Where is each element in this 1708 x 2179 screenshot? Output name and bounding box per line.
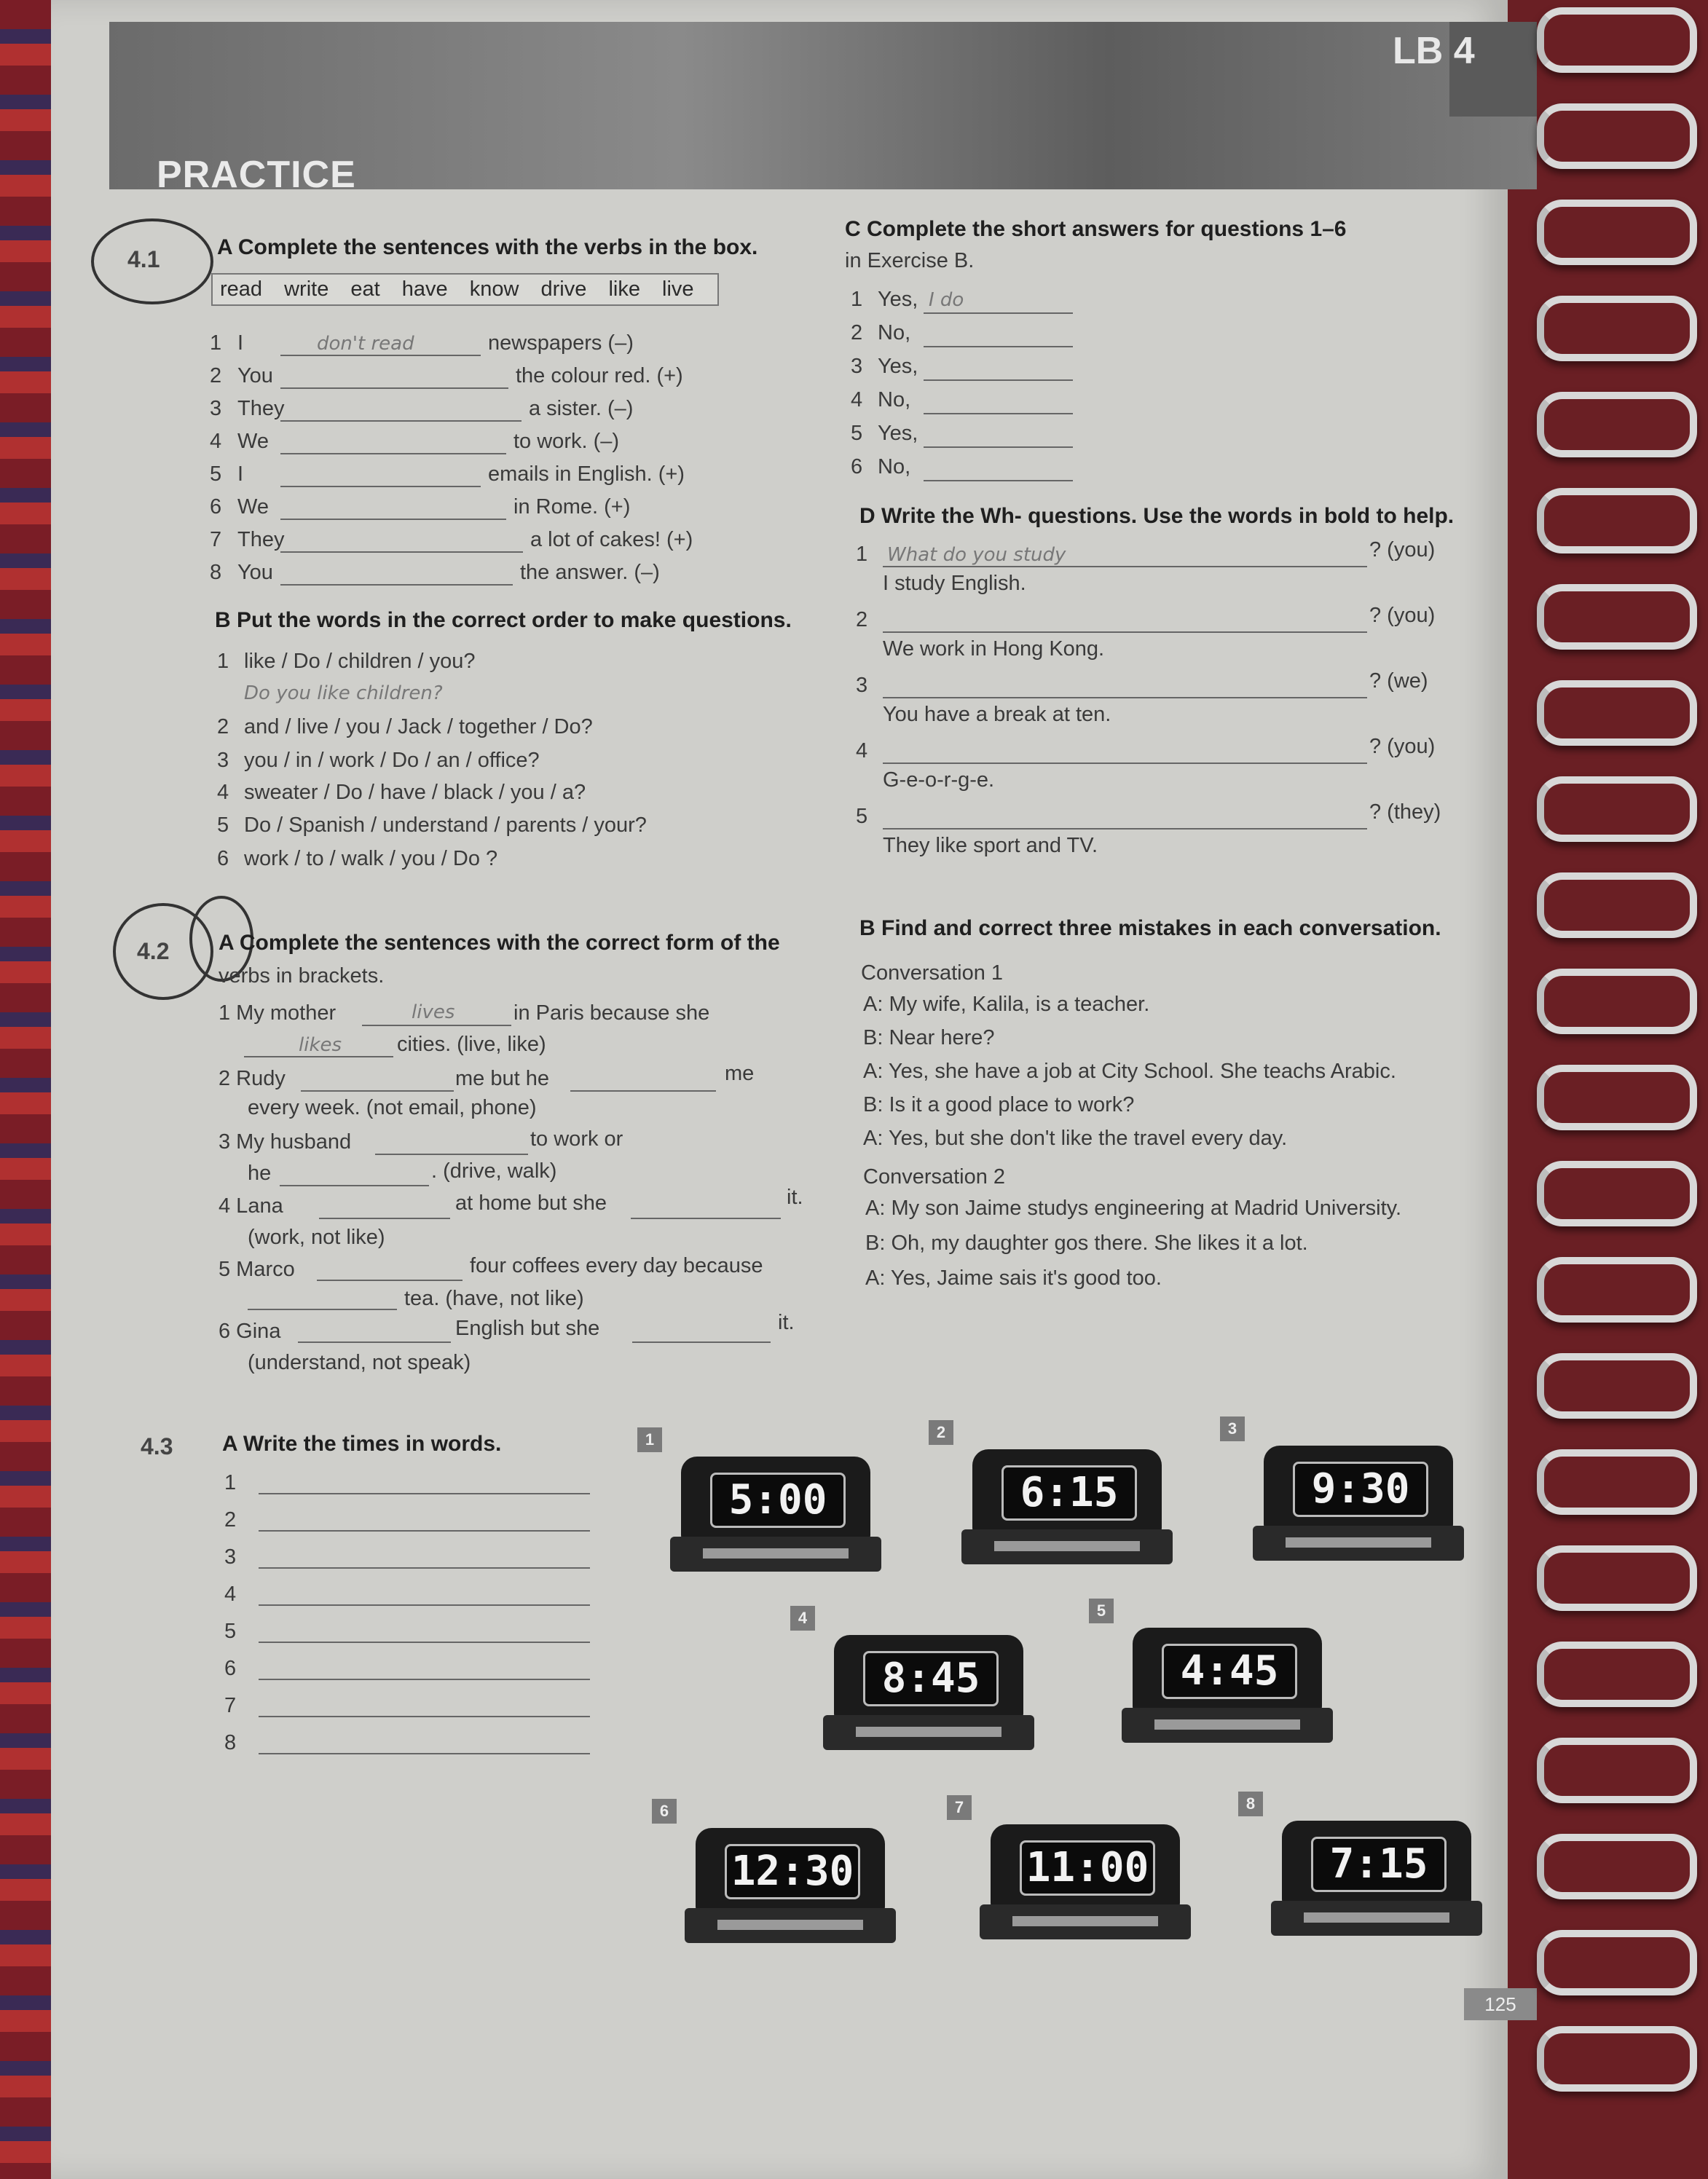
answer-line (883, 631, 1367, 633)
answer-line (632, 1341, 771, 1343)
item-subject: We (237, 430, 269, 453)
exercise-4-1-b-title: B Put the words in the correct order to make questions. (215, 608, 792, 632)
answer-line (883, 697, 1367, 698)
spiral-ring (1537, 1065, 1697, 1130)
conversation-line: A: Yes, she have a job at City School. She teachs Arabic. (863, 1060, 1396, 1083)
spiral-ring (1537, 1161, 1697, 1226)
answer-line (924, 379, 1073, 381)
alarm-clock-image (645, 1430, 870, 1573)
item-number: 4 (224, 1583, 237, 1606)
exercise-number-4-3: 4.3 (141, 1433, 173, 1459)
item-reply: G-e-o-r-g-e. (883, 768, 995, 792)
answer-line (883, 763, 1367, 764)
item-text: 5 Marco (219, 1258, 295, 1281)
clock-number-badge: 2 (929, 1420, 953, 1445)
item-text: it. (778, 1311, 795, 1334)
verb-word: have (401, 277, 448, 301)
spiral-ring (1537, 969, 1697, 1034)
clock-display: 7:15 (1311, 1837, 1447, 1892)
exercise-number-4-1: 4.1 (127, 246, 160, 272)
alarm-clock-image (936, 1423, 1162, 1566)
answer-line (280, 584, 513, 586)
item-text: Yes, (878, 355, 918, 378)
clock-display: 5:00 (710, 1473, 846, 1528)
clock-display: 4:45 (1162, 1644, 1297, 1699)
item-text: and / live / you / Jack / together / Do? (244, 715, 593, 738)
conversation-line: A: My son Jaime studys engineering at Madrid University. (865, 1197, 1402, 1220)
alarm-clock-image (798, 1609, 1023, 1752)
item-text: . (drive, walk) (431, 1159, 557, 1183)
item-text: every week. (not email, phone) (248, 1096, 537, 1119)
item-text: a lot of cakes! (+) (530, 528, 693, 551)
verb-word: drive (540, 277, 587, 301)
answer-line (924, 346, 1073, 347)
handwritten-answer: Do you like children? (244, 682, 443, 704)
alarm-clock-image (659, 1802, 885, 1944)
item-reply: I study English. (883, 572, 1026, 595)
answer-line (570, 1090, 716, 1092)
item-number: 6 (224, 1657, 237, 1680)
conversation-2-title: Conversation 2 (863, 1165, 1006, 1189)
item-number: 7 (210, 528, 222, 551)
answer-line (924, 413, 1073, 414)
clock-display: 8:45 (863, 1651, 999, 1706)
spiral-ring (1537, 103, 1697, 169)
exercise-4-3-a-title: A Write the times in words. (222, 1432, 502, 1456)
item-number: 1 (217, 650, 229, 673)
exercise-4-1-d-title: D Write the Wh- questions. Use the words in bold to help. (859, 504, 1455, 528)
spiral-binding (1530, 0, 1708, 2179)
item-number: 3 (856, 674, 868, 697)
spiral-ring (1537, 1930, 1697, 1995)
answer-line (298, 1341, 451, 1343)
item-hint: ? (they) (1369, 800, 1441, 824)
item-text: (work, not like) (248, 1226, 385, 1249)
answer-line (280, 1185, 429, 1186)
verb-word: like (608, 277, 640, 301)
clock-strip (1286, 1537, 1431, 1548)
answer-line (280, 519, 506, 520)
handwritten-answer: lives (412, 1001, 455, 1023)
item-text: 3 My husband (219, 1130, 352, 1154)
item-text: Yes, (878, 422, 918, 445)
item-text: 4 Lana (219, 1194, 283, 1218)
clock-number-badge: 4 (790, 1606, 815, 1631)
item-number: 7 (224, 1694, 237, 1717)
answer-line (362, 1025, 511, 1026)
item-text: 2 Rudy (219, 1067, 286, 1090)
alarm-clock-image (1227, 1419, 1453, 1562)
item-subject: You (237, 364, 273, 387)
answer-line (319, 1218, 450, 1219)
item-text: 1 My mother (219, 1001, 337, 1025)
item-hint: ? (you) (1369, 735, 1436, 758)
verb-word: eat (350, 277, 380, 301)
clock-display: 6:15 (1001, 1465, 1137, 1521)
item-number: 4 (210, 430, 222, 453)
item-text: Do / Spanish / understand / parents / your? (244, 813, 647, 837)
item-subject: They (237, 528, 285, 551)
item-number: 2 (210, 364, 222, 387)
clock-number-badge: 8 (1238, 1792, 1263, 1816)
item-text: he (248, 1162, 272, 1185)
exercise-4-1-c-title: C Complete the short answers for questions 1–6 (845, 217, 1347, 241)
answer-line (280, 420, 522, 422)
conversation-line: B: Oh, my daughter gos there. She likes it a lot. (865, 1232, 1308, 1255)
item-subject: I (237, 462, 244, 486)
spiral-ring (1537, 2026, 1697, 2092)
spiral-ring (1537, 1642, 1697, 1707)
item-number: 8 (210, 561, 222, 584)
item-number: 2 (851, 321, 863, 344)
item-number: 2 (217, 715, 229, 738)
clock-strip (1154, 1719, 1300, 1730)
answer-line (924, 312, 1073, 314)
item-text: No, (878, 455, 911, 478)
item-number: 1 (210, 331, 222, 355)
answer-line (317, 1280, 463, 1281)
exercise-4-2-b-title: B Find and correct three mistakes in each conversation. (859, 916, 1441, 940)
item-text: Yes, (878, 288, 918, 311)
conversation-line: B: Near here? (863, 1026, 995, 1049)
item-subject: I (237, 331, 244, 355)
conversation-line: B: Is it a good place to work? (863, 1093, 1135, 1116)
alarm-clock-image (954, 1798, 1180, 1941)
answer-line (259, 1604, 590, 1606)
item-number: 1 (851, 288, 863, 311)
clock-strip (717, 1920, 863, 1930)
alarm-clock-image (1096, 1601, 1322, 1744)
verb-word: read (220, 277, 263, 301)
handwritten-answer: What do you study (887, 544, 1066, 566)
item-text: a sister. (–) (529, 397, 634, 420)
exercise-4-2-a-title: A Complete the sentences with the correct form of the (219, 931, 780, 955)
item-text: like / Do / children / you? (244, 650, 476, 673)
spiral-ring (1537, 392, 1697, 457)
conversation-line: A: My wife, Kalila, is a teacher. (863, 993, 1150, 1016)
verb-word: live (662, 277, 694, 301)
answer-line (259, 1567, 590, 1569)
item-number: 3 (210, 397, 222, 420)
handwritten-answer: don't read (317, 333, 414, 355)
answer-line (924, 480, 1073, 481)
verb-word: write (284, 277, 329, 301)
item-text: No, (878, 321, 911, 344)
item-text: four coffees every day because (470, 1254, 763, 1277)
exercise-4-2-a-subtitle: verbs in brackets. (219, 964, 385, 988)
spiral-ring (1537, 680, 1697, 746)
item-text: No, (878, 388, 911, 411)
item-number: 5 (851, 422, 863, 445)
item-number: 1 (224, 1471, 237, 1494)
handwritten-answer: likes (299, 1034, 342, 1056)
spiral-ring (1537, 1738, 1697, 1803)
spiral-ring (1537, 776, 1697, 842)
item-number: 6 (851, 455, 863, 478)
item-text: the colour red. (+) (516, 364, 683, 387)
item-text: newspapers (–) (488, 331, 634, 355)
answer-line (244, 1056, 393, 1057)
item-text: cities. (live, like) (397, 1033, 546, 1056)
answer-line (883, 566, 1367, 567)
item-text: 6 Gina (219, 1320, 281, 1343)
item-number: 1 (856, 543, 868, 566)
answer-line (631, 1218, 781, 1219)
item-text: tea. (have, not like) (404, 1287, 584, 1310)
handwritten-answer: I do (929, 289, 964, 311)
item-number: 4 (851, 388, 863, 411)
item-text: me but he (455, 1067, 549, 1090)
exercise-number-4-2: 4.2 (137, 938, 170, 964)
answer-line (375, 1154, 528, 1155)
item-text: emails in English. (+) (488, 462, 685, 486)
answer-line (280, 355, 481, 356)
answer-line (280, 453, 506, 454)
unit-label: LB 4 (1393, 30, 1475, 72)
spiral-ring (1537, 584, 1697, 650)
item-text: at home but she (455, 1191, 607, 1215)
clock-display: 9:30 (1293, 1462, 1428, 1517)
answer-line (924, 446, 1073, 448)
exercise-4-1-a-title: A Complete the sentences with the verbs in the box. (217, 235, 758, 259)
item-text: in Rome. (+) (513, 495, 631, 519)
item-number: 8 (224, 1731, 237, 1754)
answer-line (280, 551, 523, 553)
exercise-4-1-c-subtitle: in Exercise B. (845, 249, 975, 272)
answer-line (280, 387, 508, 389)
item-number: 2 (224, 1508, 237, 1532)
spiral-ring (1537, 1545, 1697, 1611)
answer-line (259, 1753, 590, 1754)
item-text: you / in / work / Do / an / office? (244, 749, 540, 772)
item-number: 6 (217, 847, 229, 870)
item-reply: We work in Hong Kong. (883, 637, 1105, 661)
spiral-ring (1537, 1834, 1697, 1899)
spiral-ring (1537, 1257, 1697, 1323)
spiral-ring (1537, 872, 1697, 938)
item-hint: ? (you) (1369, 538, 1436, 562)
alarm-clock-image (1245, 1794, 1471, 1937)
clock-strip (1012, 1916, 1158, 1926)
spiral-ring (1537, 488, 1697, 553)
item-number: 5 (856, 805, 868, 828)
item-number: 3 (851, 355, 863, 378)
answer-line (280, 486, 481, 487)
conversation-line: A: Yes, but she don't like the travel every day. (863, 1127, 1288, 1150)
item-subject: They (237, 397, 285, 420)
clock-display: 11:00 (1020, 1840, 1155, 1896)
item-hint: ? (you) (1369, 604, 1436, 627)
item-text: sweater / Do / have / black / you / a? (244, 781, 586, 804)
spiral-ring (1537, 1449, 1697, 1515)
item-text: (understand, not speak) (248, 1351, 471, 1374)
item-text: it. (787, 1186, 803, 1209)
answer-line (259, 1716, 590, 1717)
answer-line (301, 1090, 454, 1092)
answer-line (259, 1679, 590, 1680)
conversation-line: A: Yes, Jaime sais it's good too. (865, 1266, 1162, 1290)
item-subject: You (237, 561, 273, 584)
item-number: 5 (210, 462, 222, 486)
spiral-ring (1537, 1353, 1697, 1419)
clock-strip (1304, 1912, 1449, 1923)
item-text: me (725, 1062, 755, 1085)
clock-number-badge: 1 (637, 1427, 662, 1452)
answer-line (259, 1493, 590, 1494)
answer-line (259, 1530, 590, 1532)
section-title: PRACTICE (157, 154, 356, 196)
item-text: to work or (530, 1127, 623, 1151)
verb-word: know (469, 277, 519, 301)
answer-line (883, 828, 1367, 830)
clock-strip (994, 1541, 1140, 1551)
item-reply: You have a break at ten. (883, 703, 1111, 726)
answer-line (259, 1642, 590, 1643)
item-hint: ? (we) (1369, 669, 1428, 693)
item-text: English but she (455, 1317, 600, 1340)
item-number: 5 (224, 1620, 237, 1643)
item-subject: We (237, 495, 269, 519)
item-number: 4 (217, 781, 229, 804)
spiral-ring (1537, 7, 1697, 73)
clock-display: 12:30 (725, 1844, 860, 1899)
item-number: 4 (856, 739, 868, 763)
item-number: 6 (210, 495, 222, 519)
item-number: 5 (217, 813, 229, 837)
item-text: work / to / walk / you / Do ? (244, 847, 498, 870)
clock-strip (856, 1727, 1001, 1737)
clock-number-badge: 5 (1089, 1599, 1114, 1623)
item-number: 3 (217, 749, 229, 772)
answer-line (248, 1309, 397, 1310)
item-text: the answer. (–) (520, 561, 660, 584)
clock-strip (703, 1548, 849, 1559)
clock-number-badge: 3 (1220, 1416, 1245, 1441)
conversation-1-title: Conversation 1 (861, 961, 1004, 985)
item-number: 2 (856, 608, 868, 631)
spiral-ring (1537, 296, 1697, 361)
page-number: 125 (1464, 1988, 1537, 2020)
clock-number-badge: 6 (652, 1799, 677, 1824)
item-number: 3 (224, 1545, 237, 1569)
clock-number-badge: 7 (947, 1795, 972, 1820)
item-text: in Paris because she (513, 1001, 710, 1025)
spiral-ring (1537, 200, 1697, 265)
item-reply: They like sport and TV. (883, 834, 1098, 857)
verb-box (211, 273, 719, 306)
item-text: to work. (–) (513, 430, 620, 453)
